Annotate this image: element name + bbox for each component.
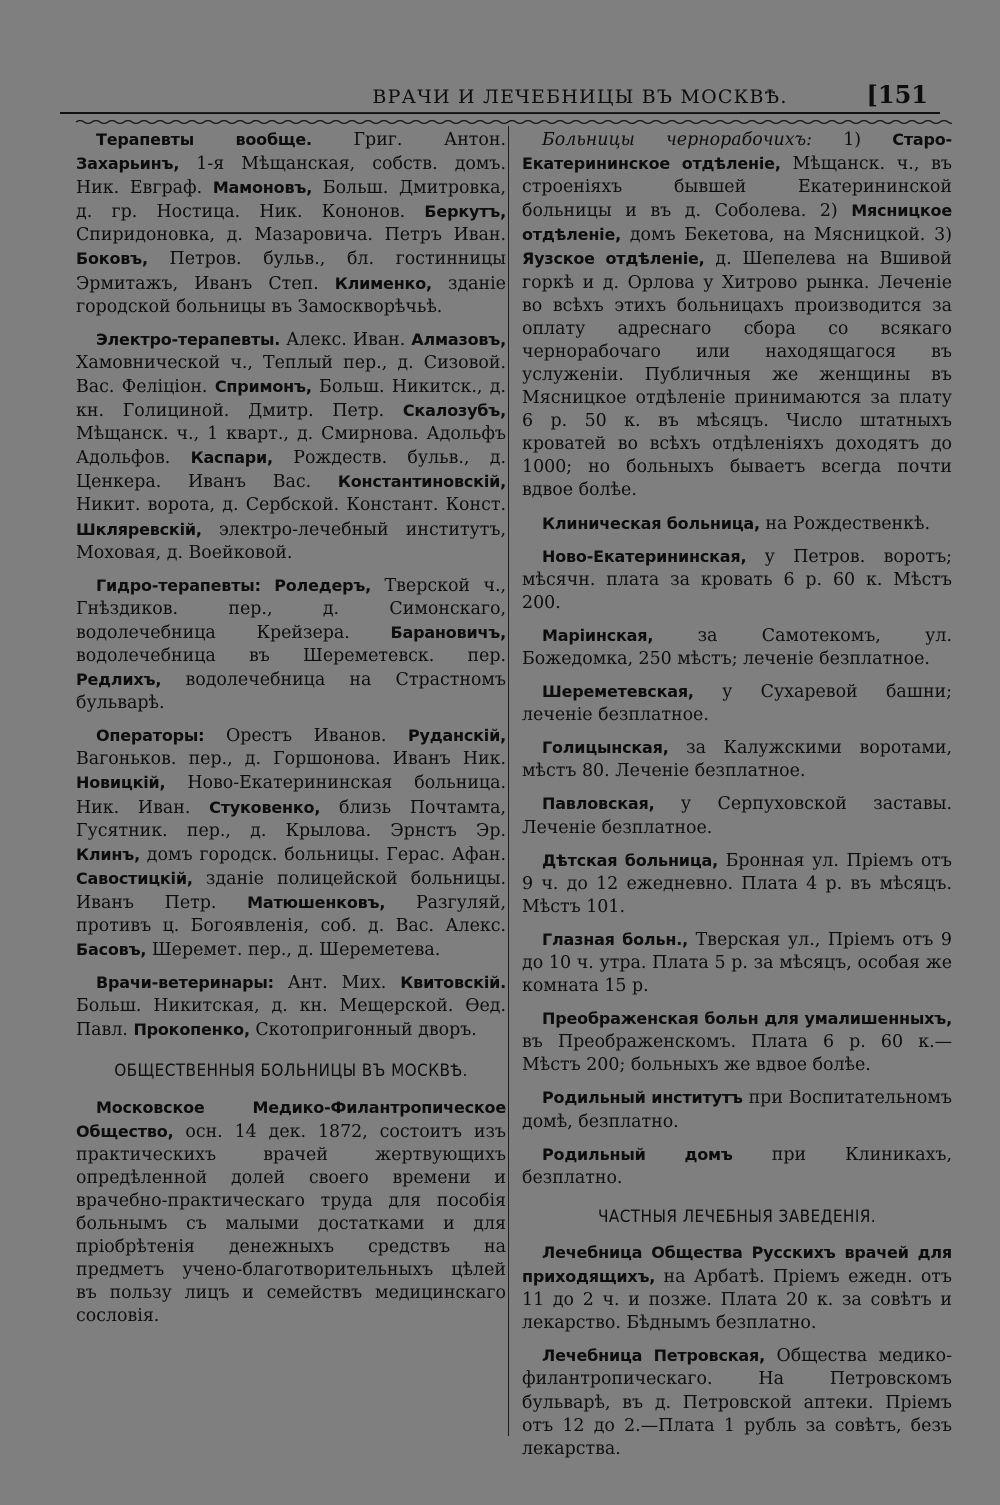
entry-petrovskaya-clinic (522, 1344, 952, 1460)
wavy-divider (76, 118, 952, 126)
paragraph-therapists (76, 128, 506, 319)
name: Ново-Екатерининская, (542, 546, 747, 566)
name: Стуковенко, (209, 797, 321, 817)
name: Беркутъ, (424, 202, 506, 222)
name: Клинъ, (76, 844, 140, 864)
left-column (76, 128, 506, 1338)
name: Боковъ, (76, 249, 148, 269)
text: Ант. Мих. (273, 973, 401, 994)
text: Хамовнической ч., Теплый пер., д. Сизовой. Вас. Феліціон. (76, 352, 506, 397)
text: Шеремет. пер., д. Шереметева. (146, 940, 441, 961)
text (261, 576, 274, 596)
name: Глазная больн., (542, 929, 688, 949)
text: у Серпуховской заставы. Леченіе безплатное. (522, 794, 952, 838)
name: Алмазовъ, (411, 329, 506, 349)
text: на Арбатѣ. Пріемъ ежедн. отъ 11 до 2 ч. и позже. Плата 20 к. за совѣтъ и лекарство. Бѣднымъ безплатно. (522, 1267, 952, 1334)
name: Лечебница Петровская, (542, 1346, 765, 1366)
entry-russian-doctors-clinic (522, 1241, 952, 1335)
entry-pavlovskaya (522, 792, 952, 839)
text: Мѣщанск. ч., 1 кварт., д. Смирнова. Адольфъ Адольфов. (76, 424, 506, 469)
name: Савостицкій, (76, 868, 193, 888)
name: Родильный домъ (542, 1144, 733, 1164)
paragraph-hydrotherapists (76, 574, 506, 716)
text: Спиридоновка, д. Мазаровича. Петръ Иван. (76, 225, 506, 246)
name: Мамоновъ, (212, 178, 313, 198)
name: Редлихъ, (76, 670, 162, 690)
entry-preobrazhenskaya (522, 1007, 952, 1077)
text: Петров. бульв., бл. гостинницы Эрмитажъ, Иванъ Степ. (76, 249, 506, 294)
heading-laborers-hospitals: Больницы чернорабочихъ: (542, 130, 812, 150)
paragraph-electrotherapists (76, 328, 506, 565)
text: Разгуляй, противъ ц. Богоявленія, соб. д. Вас. Алекс. (76, 892, 506, 936)
text: Рождеств. бульв., д. Ценкера. Иванъ Вас. (76, 448, 507, 493)
name: Голицынская, (542, 738, 669, 758)
entry-golitsynskaya (522, 736, 952, 783)
entry-mariinskaya (522, 624, 952, 671)
name: Басовъ, (76, 940, 147, 960)
name: Клиническая больница, (542, 513, 760, 533)
name: Константиновскій, (337, 472, 506, 492)
text: за Калужскими воротами, мѣстъ 80. Леченіе безплатное. (522, 738, 952, 782)
text: Никит. ворота, д. Сербской. Констант. Конст. (76, 495, 506, 516)
name: Скалозубъ, (402, 401, 506, 421)
name: Старо-Екатерининское отдѣленіе, (522, 130, 952, 174)
entry-novo-ekaterininskaya (522, 545, 952, 615)
page-number: [151 (866, 80, 928, 109)
text: домъ городск. больницы. Герас. Афан. (139, 844, 506, 865)
heading-electrotherapists: Электро-терапевты. (96, 329, 281, 349)
text: въ Преображенскомъ. Плата 6 р. 60 к.—Мѣстъ 200; больныхъ же вдвое болѣе. (522, 1032, 952, 1076)
text: Мѣщанск. ч., въ строеніяхъ бывшей Екатерининской больницы и въ д. Соболева. 2) (522, 154, 952, 222)
text: при Клиникахъ, безплатно. (522, 1144, 952, 1188)
text: близь Почтамта, Гусятник. пер., д. Крылова. Эрнстъ Эр. (76, 797, 506, 841)
name: Родильный институтъ (542, 1088, 743, 1108)
text: Тверской ч., Гнѣздиков. пер., д. Симонскаго, водолечебница Крейзера. (76, 575, 507, 643)
paragraph-operators (76, 724, 506, 962)
name: Мясницкое отдѣленіе, (522, 201, 952, 245)
text: Ново-Екатерининская больница. Ник. Иван. (76, 773, 506, 818)
name: Каспари, (190, 448, 273, 468)
heading-hydrotherapists: Гидро-терапевты: (96, 575, 261, 595)
heading-therapists: Терапевты вообще. (96, 130, 312, 149)
name: Шереметевская, (542, 682, 694, 702)
text: домъ Бекетова, на Мясницкой. 3) (621, 225, 952, 246)
text: за Самотекомъ, ул. Божедомка, 250 мѣстъ; леченіе безплатное. (522, 625, 952, 669)
column-divider (508, 126, 509, 1436)
text: Вагоньков. пер., д. Горшонова. Иванъ Ник. (76, 749, 506, 770)
text: водолечебница на Страстномъ бульварѣ. (76, 670, 506, 714)
entry-maternity-institute (522, 1086, 952, 1133)
running-header (60, 68, 940, 114)
text: Общества медико-филантропическаго. На Петровскомъ бульварѣ, въ д. Петровской аптеки. Пріемъ отъ 12 до 2.—Плата 1 рубль за совѣтъ, безъ лекарства. (522, 1346, 952, 1459)
text: Бронная ул. Пріемъ отъ 9 ч. до 12 ежедневно. Плата 4 р. въ мѣсяцъ. Мѣстъ 101. (522, 850, 952, 917)
text: зданіе городской больницы въ Замоскворѣчьѣ. (76, 273, 506, 317)
heading-society: Московское Медико-Филантропическое Общество, (76, 1097, 506, 1141)
text: у Петров. воротъ; мѣсячн. плата за кровать 6 р. 60 к. Мѣстъ 200. (522, 546, 952, 613)
header-rule (120, 112, 740, 113)
name: Роледеръ, (274, 575, 372, 595)
text: Больш. Никитская, д. кн. Мещерской. Ѳед. Павл. (76, 996, 506, 1041)
text: Орестъ Иванов. (204, 726, 408, 747)
name: Руданскій, (407, 726, 506, 746)
paragraph-veterinarians (76, 971, 506, 1042)
text: зданіе полицейской больницы. Иванъ Петр. (76, 868, 506, 913)
text: у Сухаревой башни; леченіе безплатное. (522, 682, 952, 726)
entry-sheremetevskaya (522, 680, 952, 727)
text: Алекс. Иван. (280, 329, 412, 350)
text: водолечебница въ Шереметевск. пер. (76, 645, 506, 666)
text: д. Шепелева на Вшивой горкѣ и д. Орлова у Хитрово рынка. Леченіе во всѣхъ этихъ больницахъ производится за оплату адреснаго сбора со всякаго чернорабочаго или находящагося въ услуженіи. Публичныя же женщины въ Мясницкое отдѣленіе принимаются за плату 6 р. 50 к. въ мѣсяцъ. Число штатныхъ кроватей во всѣхъ отдѣленіяхъ доходятъ до 1000; но больныхъ бываетъ всегда почти вдвое болѣе. (522, 249, 952, 501)
right-column (522, 128, 952, 1470)
name: Маріинская, (542, 625, 654, 645)
text: Скотопригонный дворъ. (249, 1020, 477, 1041)
text: 1-я Мѣщанская, собств. домъ. Ник. Евграф. (76, 154, 506, 199)
heading-veterinarians: Врачи-ветеринары: (96, 973, 274, 993)
text: 1) (812, 130, 893, 150)
paragraph-medico-philanthropic (76, 1096, 506, 1329)
text: Григ. Антон. (311, 130, 506, 150)
text: при Воспитательномъ домѣ, безплатно. (522, 1088, 952, 1132)
entry-maternity-home (522, 1143, 952, 1190)
text: Больш. Никитск., д. кн. Голициной. Дмитр. Петр. (76, 376, 506, 422)
name: Павловская, (542, 794, 655, 814)
name: Новицкій, (76, 773, 166, 793)
text: Больш. Дмитровка, д. гр. Ностица. Ник. Кононов. (76, 178, 506, 223)
paragraph-laborers-hospitals (522, 128, 952, 503)
heading-operators: Операторы: (96, 726, 205, 746)
section-heading-private-clinics: ЧАСТНЫЯ ЛЕЧЕБНЫЯ ЗАВЕДЕНІЯ. (597, 1206, 877, 1227)
name: Квитовскій. (400, 973, 506, 993)
name: Шкляревскій, (76, 519, 202, 539)
name: Клименко, (334, 273, 432, 293)
name: Преображенская больн для умалишенныхъ, (542, 1009, 952, 1029)
text: Тверская ул., Пріемъ отъ 9 до 10 ч. утра. Плата 5 р. за мѣсяцъ, особая же комната 15 р. (522, 929, 952, 997)
entry-eye-hospital (522, 928, 952, 998)
text: осн. 14 дек. 1872, состоитъ изъ практическихъ врачей жертвующихъ опредѣленной долей своего времени и врачебно-практическаго труда для пособія больнымъ съ малыми достатками и для пріобрѣтенія денежныхъ средствъ на предметъ учено-благотворительныхъ цѣлей въ пользу лицъ и семействъ медицинскаго сословія. (76, 1121, 506, 1327)
name: Барановичъ, (390, 622, 506, 642)
text: на Рождественкѣ. (759, 513, 931, 534)
text: электро-лечебный институтъ, Моховая, д. Воейковой. (76, 519, 506, 563)
name: Матюшенковъ, (247, 892, 386, 912)
entry-childrens-hospital (522, 849, 952, 919)
name: Захарьинъ, (76, 154, 180, 174)
name: Лечебница Общества Русскихъ врачей для приходящихъ, (522, 1242, 952, 1287)
name: Яузское отдѣленіе, (522, 249, 705, 269)
name: Спримонъ, (214, 376, 312, 396)
section-heading-public-hospitals: ОБЩЕСТВЕННЫЯ БОЛЬНИЦЫ ВЪ МОСКВѢ. (114, 1061, 468, 1082)
page-title: ВРАЧИ И ЛЕЧЕБНИЦЫ ВЪ МОСКВѢ. (372, 86, 788, 108)
entry-clinical-hospital (522, 512, 952, 536)
name: Прокопенко, (133, 1020, 250, 1040)
name: Дѣтская больница, (542, 850, 718, 870)
